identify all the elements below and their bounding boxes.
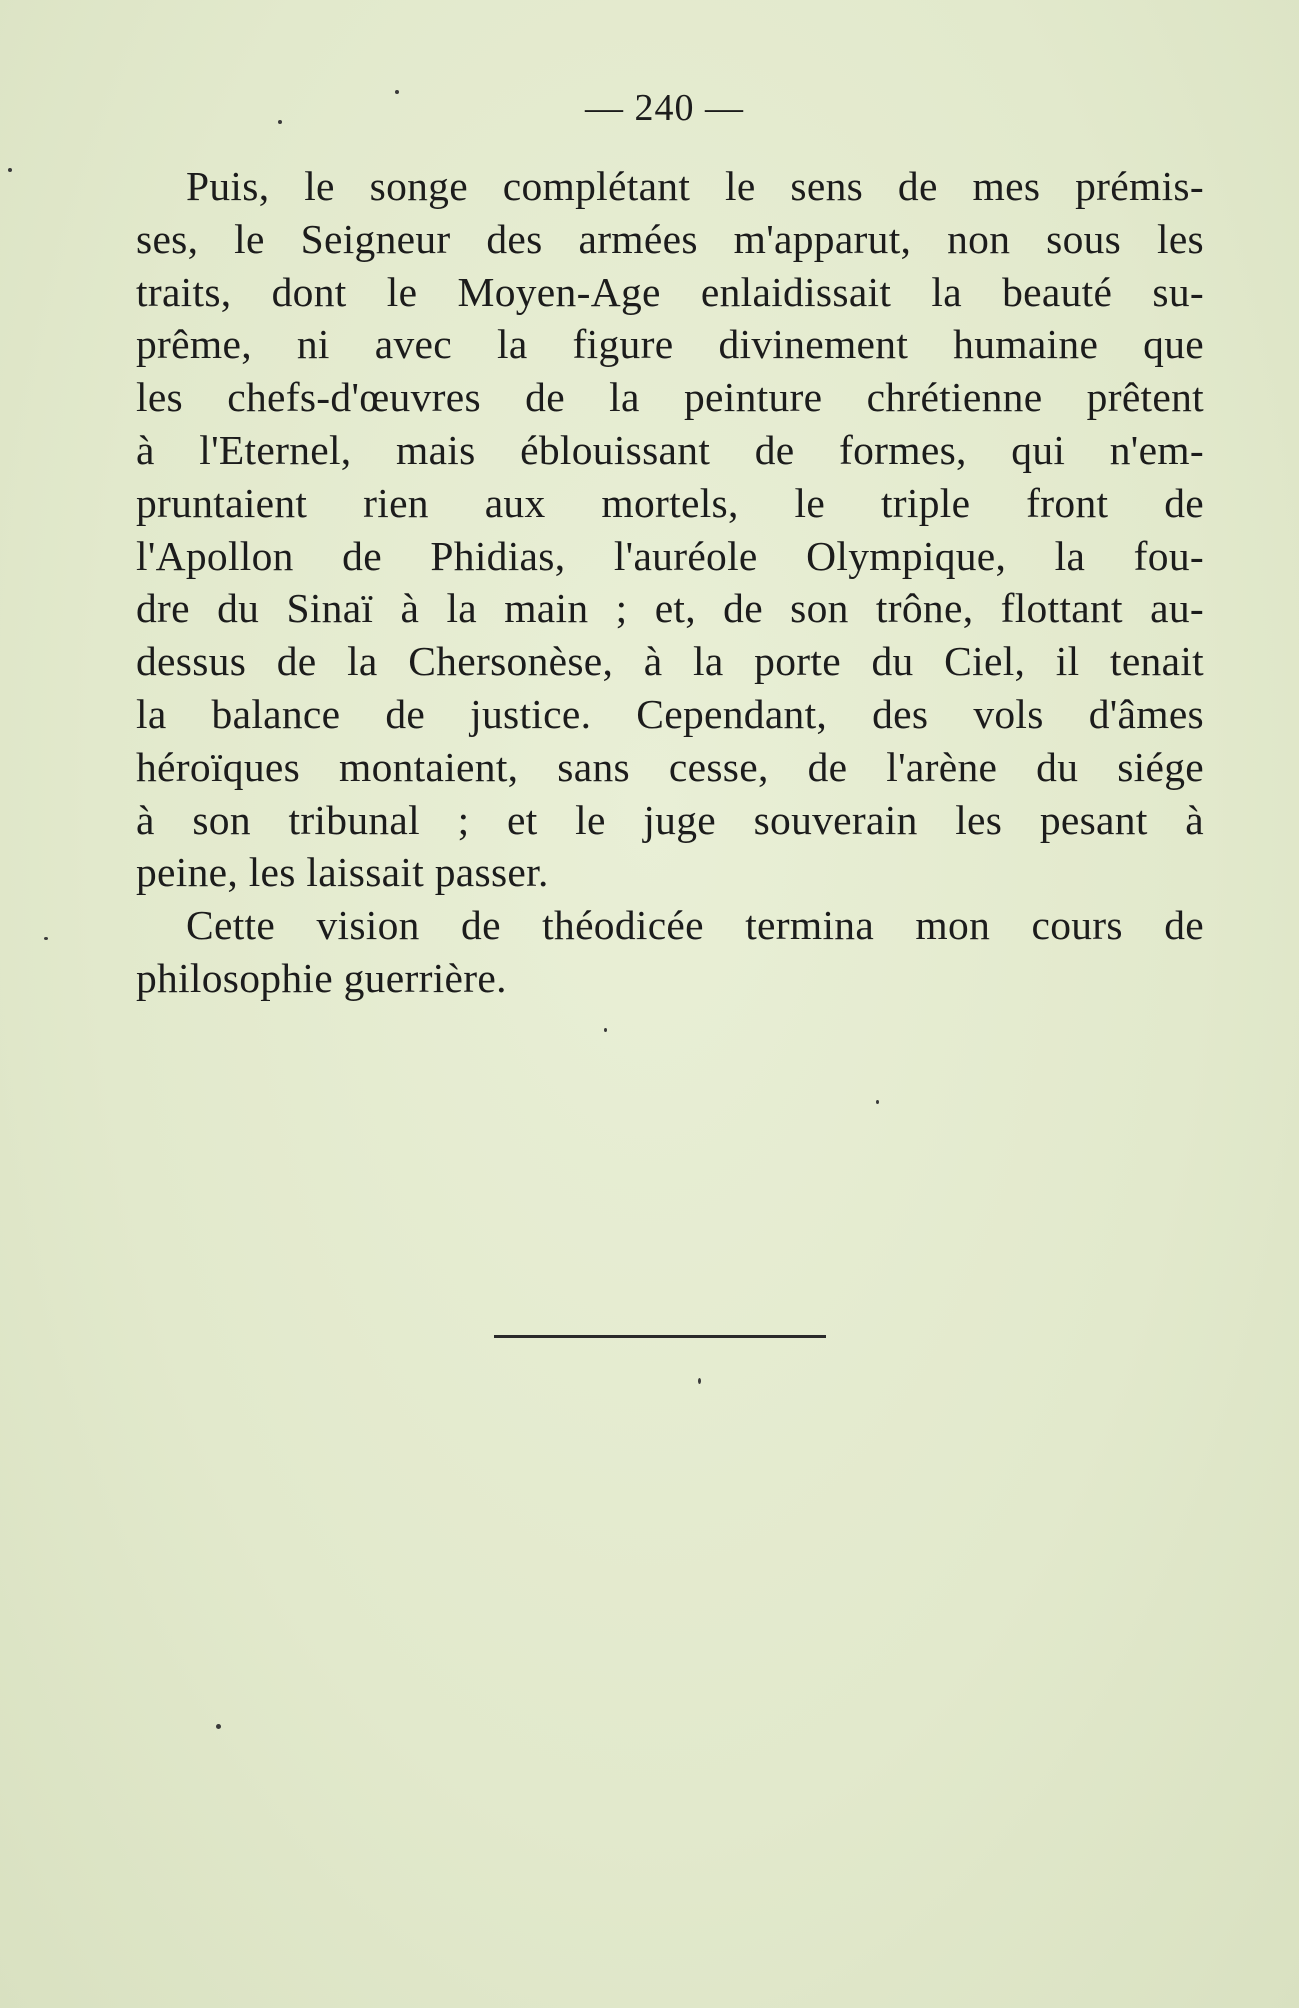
section-end-rule — [494, 1335, 826, 1338]
paragraph-2 — [136, 899, 1204, 1005]
text-line: héroïques montaient, sans cesse, de l'arène du siége — [136, 743, 1204, 790]
paper-speck — [876, 1100, 879, 1104]
text-line: philosophie guerrière. — [136, 954, 507, 1001]
text-line: pruntaient rien aux mortels, le triple front de — [136, 479, 1204, 526]
text-line: traits, dont le Moyen-Age enlaidissait la beauté su- — [136, 268, 1204, 315]
text-line: ses, le Seigneur des armées m'apparut, non sous les — [136, 215, 1204, 262]
text-line: l'Apollon de Phidias, l'auréole Olympique, la fou- — [136, 532, 1204, 579]
paper-speck — [44, 937, 48, 940]
paper-speck — [395, 90, 399, 94]
text-line: peine, les laissait passer. — [136, 849, 549, 896]
text-line: la balance de justice. Cependant, des vols d'âmes — [136, 690, 1204, 737]
page-number: — 240 — — [585, 87, 744, 129]
text-line: à son tribunal ; et le juge souverain les pesant à — [136, 796, 1204, 843]
text-line: prême, ni avec la figure divinement humaine que — [136, 321, 1204, 368]
text-line: Puis, le songe complétant le sens de mes prémis- — [186, 163, 1204, 209]
text-line: dessus de la Chersonèse, à la porte du Ciel, il tenait — [136, 638, 1204, 685]
paper-speck — [8, 168, 12, 172]
body-text — [136, 160, 1204, 1005]
paper-speck — [278, 120, 282, 124]
paper-speck — [216, 1724, 221, 1729]
text-line: dre du Sinaï à la main ; et, de son trône, flottant au- — [136, 585, 1204, 632]
paragraph-1 — [136, 160, 1204, 899]
text-line: Cette vision de théodicée termina mon cours de — [186, 902, 1204, 949]
paper-speck — [698, 1378, 701, 1384]
paper-speck — [604, 1028, 607, 1032]
text-line: à l'Eternel, mais éblouissant de formes, qui n'em- — [136, 426, 1204, 473]
text-line: les chefs-d'œuvres de la peinture chrétienne prêtent — [136, 374, 1204, 421]
